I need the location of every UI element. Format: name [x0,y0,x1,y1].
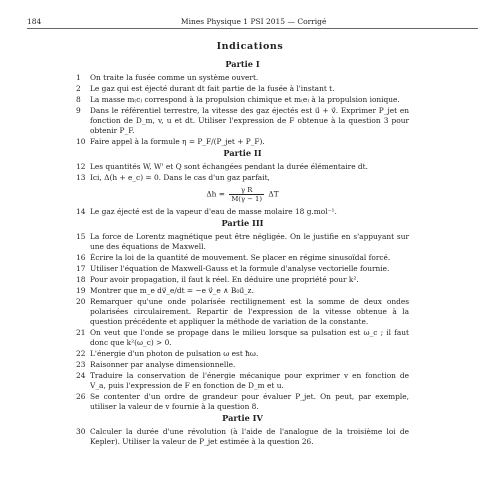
indication-item [76,360,409,370]
item-number: 24 [76,371,86,381]
header-rule [27,28,478,29]
indication-item [76,328,409,348]
page-title: Indications [216,41,284,52]
indication-item [76,297,409,327]
indication-item [76,264,409,274]
item-number: 23 [76,360,86,370]
item-text: Raisonner par analyse dimensionnelle. [90,360,236,370]
indication-item [76,173,409,183]
item-text: On veut que l'onde se propage dans le milieu lorsque sa pulsation est ω_c ; il faut donc que k²(ω_c) > 0. [90,328,409,347]
item-text: Remarquer qu'une onde polarisée rectilignement est la somme de deux ondes polarisées circulairement. Repartir de l'expression de la vitesse obtenue à la question précédente et appliquer la méthode de variation de la constante. [90,297,409,326]
section-heading: Partie III [221,217,264,228]
item-text: Ici, Δ(h + e_c) = 0. Dans le cas d'un gaz parfait, [90,173,270,182]
item-number: 13 [76,173,86,182]
indication-item [76,137,409,147]
indication-item [76,275,409,285]
item-number: 16 [76,252,86,262]
item-text: Calculer la durée d'une révolution (à l'aide de l'analogue de la troisième loi de Kepler). Utiliser la valeur de P_jet estimée à la question 26. [90,426,409,446]
item-text: Le gaz qui est éjecté durant dt fait partie de la fusée à l'instant t. [90,84,335,93]
item-text: Traduire la conservation de l'énergie mécanique pour exprimer v en fonction de V_a, puis l'expression de F en fonction de D_m et u. [90,371,409,391]
item-text: La force de Lorentz magnétique peut être négligée. On le justifie en s'appuyant sur une des équations de Maxwell. [90,231,409,251]
item-text: Les quantités W, W' et Q sont échangées pendant la durée élémentaire dt. [90,161,368,171]
item-text: Le gaz éjecté est de la vapeur d'eau de masse molaire 18 g.mol⁻¹. [90,206,337,216]
item-number: 12 [76,161,86,171]
indication-item [76,73,409,83]
item-number: 18 [76,274,86,284]
item-number: 22 [76,349,86,358]
indication-item [76,427,409,447]
indications-content [76,58,409,448]
item-text: Écrire la loi de la quantité de mouvement. Se placer en régime sinusoïdal forcé. [90,252,391,262]
item-text: La masse m₍c₎ correspond à la propulsion chimique et m₍e₎ à la propulsion ionique. [90,95,400,105]
item-text: Se contenter d'un ordre de grandeur pour évaluer P_jet. On peut, par exemple, utiliser la valeur de v fournie à la question 8. [90,392,409,412]
item-number: 10 [76,137,86,147]
section-heading: Partie I [225,59,260,69]
item-number: 15 [76,231,86,241]
item-number: 26 [76,392,86,402]
item-text: Dans le référentiel terrestre, la vitesse des gaz éjectés est u⃗ + v⃗. Exprimer P_jet en fonction de D_m, v, u et dt. Utiliser l'expression de F obtenue à la question 3 pour obtenir P_F. [90,106,409,135]
item-number: 17 [76,263,86,273]
item-number: 1 [76,72,81,82]
fraction-denominator: M(γ − 1) [231,194,263,203]
item-number: 14 [76,206,86,216]
item-text: Montrer que m_e dv⃗_e/dt = −e v⃗_e ∧ B₀u⃗_z. [90,286,254,295]
item-number: 2 [76,84,81,93]
item-text: Faire appel à la formule η = P_F/(P_jet + P_F). [90,137,265,147]
running-title: Mines Physique 1 PSI 2015 — Corrigé [180,17,327,26]
item-number: 30 [76,426,86,436]
fraction-numerator: γ R [229,186,264,195]
item-text: L'énergie d'un photon de pulsation ω est ħω. [90,349,259,358]
indication-item [76,253,409,263]
equation-lhs: Δh = [206,189,225,199]
indication-item [76,106,409,136]
indication-item [76,232,409,252]
section-heading: Partie II [223,148,262,158]
indication-item [76,95,409,105]
item-number: 8 [76,95,81,105]
item-number: 9 [76,106,81,116]
item-number: 21 [76,328,86,337]
running-header [27,16,478,28]
indication-item [76,371,409,391]
item-number: 20 [76,297,86,307]
equation-delta-h [76,186,409,203]
equation-fraction [229,186,264,203]
item-number: 19 [76,286,86,295]
indication-item [76,162,409,172]
indication-item [76,286,409,296]
indication-item [76,84,409,94]
indication-item [76,349,409,359]
page-number: 184 [27,17,42,26]
indication-item [76,392,409,412]
item-text: On traite la fusée comme un système ouvert. [90,72,259,82]
indication-item [76,207,409,217]
equation-rhs: ΔT [268,189,279,199]
item-text: Utiliser l'équation de Maxwell-Gauss et la formule d'analyse vectorielle fournie. [90,263,390,273]
item-text: Pour avoir propagation, il faut k réel. En déduire une propriété pour k². [90,274,359,284]
section-heading: Partie IV [222,413,263,423]
